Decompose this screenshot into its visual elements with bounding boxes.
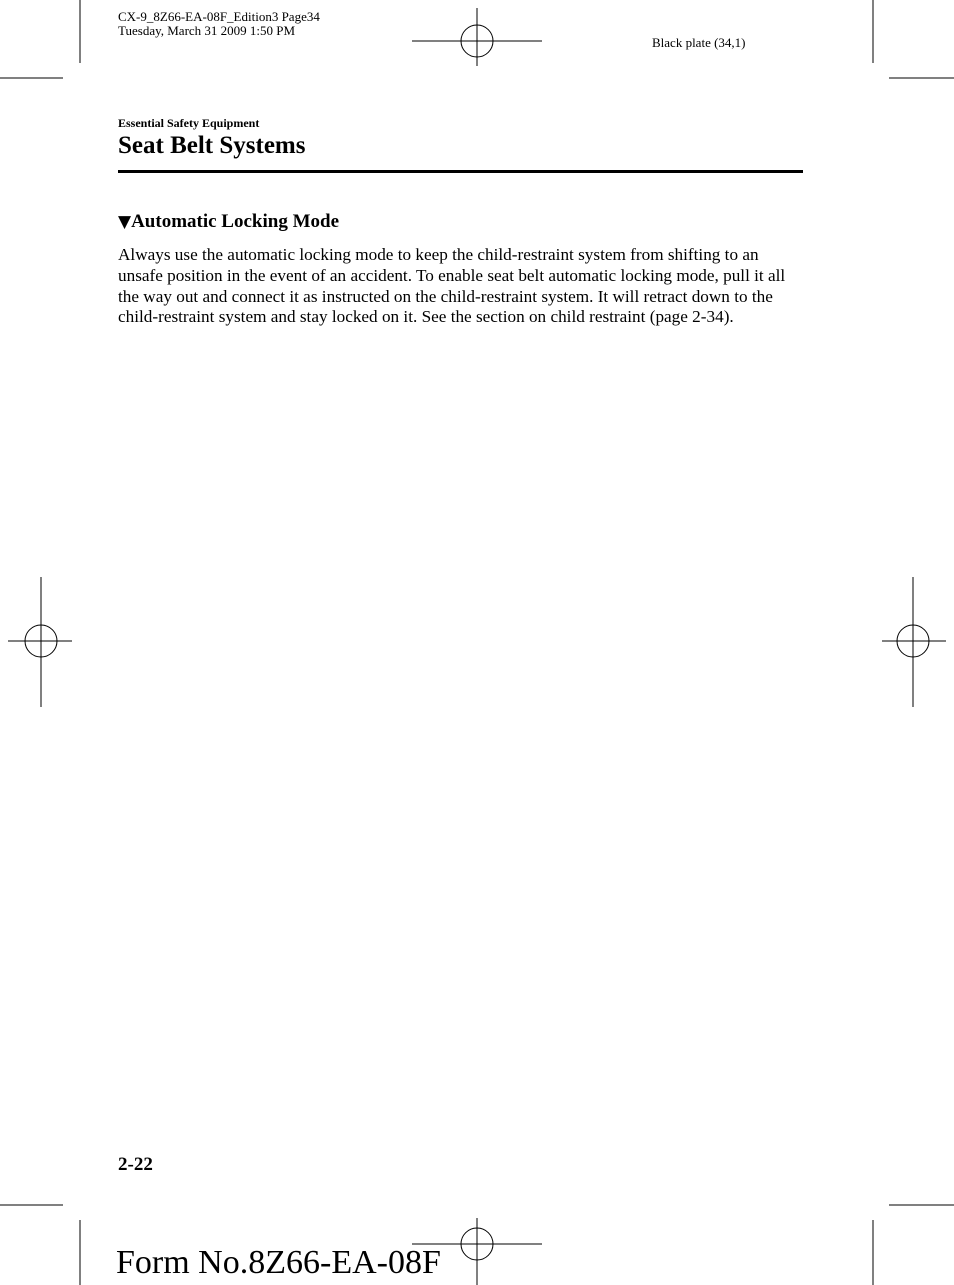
registration-mark-top: [412, 8, 542, 66]
subsection-heading-text: Automatic Locking Mode: [131, 211, 340, 232]
form-number: Form No.8Z66-EA-08F: [116, 1244, 441, 1281]
proof-plate: Black plate (34,1): [652, 35, 746, 50]
registration-mark-right: [882, 577, 946, 707]
page-title: Seat Belt Systems: [118, 132, 306, 159]
section-label: Essential Safety Equipment: [118, 116, 260, 130]
registration-mark-left: [8, 577, 72, 707]
subsection-body: Always use the automatic locking mode to keep the child-restraint system from shifting to an unsafe position in the event of an accident. To enable seat belt automatic locking mode, pull it all the way out and connect it as instructed on the child-restraint system. It will retract down to the child-restraint system and stay locked on it. See the section on child restraint (page 2-34).: [118, 245, 786, 327]
proof-file-line: CX-9_8Z66-EA-08F_Edition3 Page34: [118, 9, 320, 24]
title-rule: [118, 170, 803, 173]
proof-date-line: Tuesday, March 31 2009 1:50 PM: [118, 23, 296, 38]
triangle-down-icon: ▼: [118, 212, 132, 232]
subsection-heading: [118, 210, 339, 234]
page-number: 2-22: [118, 1154, 153, 1175]
